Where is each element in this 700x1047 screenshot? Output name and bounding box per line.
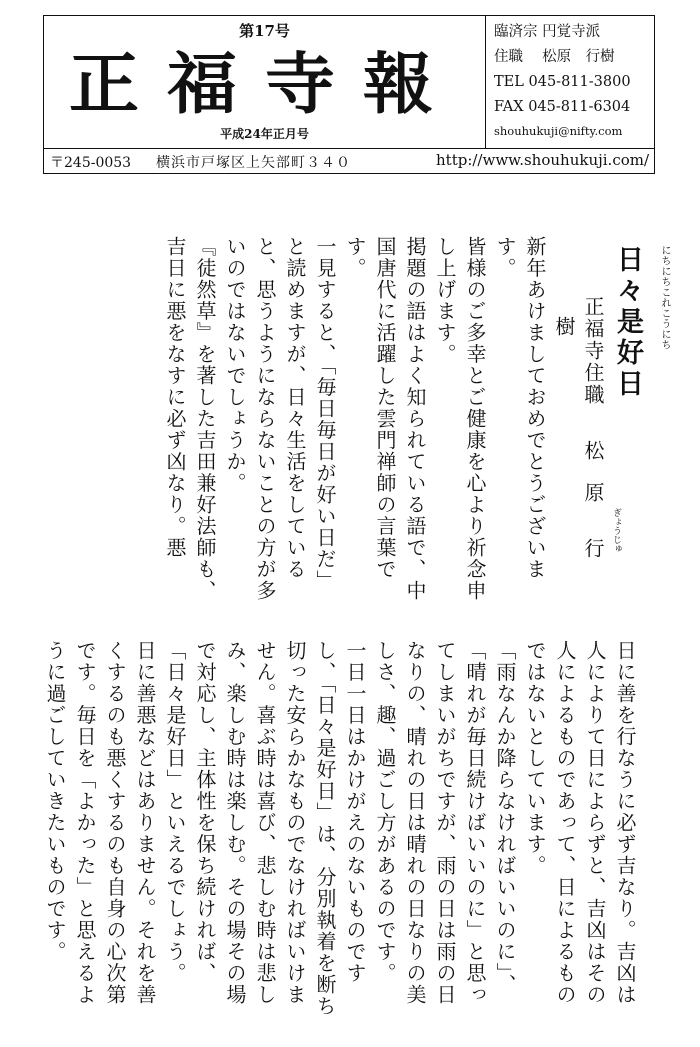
paragraph: 掲題の語はよく知られている語で、中国唐代に活躍した雲門禅師の言葉です。 [343,236,427,602]
priest-name: 住職 松原 行樹 [494,49,615,65]
paragraph: 新年あけましておめでとうございます。 [493,236,547,580]
issue-number: 第17号 [239,22,290,40]
paragraph: 日に善悪などはありません。それを善くするのも悪くするのも自身の心次第です。毎日を「よかった」と思えるように過ごしていきたいものです。 [43,640,157,1006]
telephone: TEL 045-811-3800 [494,74,631,90]
sect-name: 臨済宗 円覚寺派 [494,24,601,40]
paragraph: 一見すると、「毎日毎日が好い日だ」と読めますが、日々生活をしていると、思うようにならないことの方が多いのではないでしょうか。 [223,236,337,602]
address-bar [43,149,655,174]
edition-label: 平成24年正月号 [220,127,309,141]
author-ruby: ぎょうじゅ [611,508,621,553]
author-name-2: 原 [581,482,605,504]
article-title-ruby: にちにちこれこうにち [659,245,670,350]
author-line [550,296,608,596]
paragraph: 一日一日はかけがえのないものですし、「日々是好日」は、分別執着を断ち切った安らかなものでなければいけません。喜ぶ時は喜び、悲しむ時は悲しみ、楽しむ時は楽しむ。その場その場で対応し、主体性を保ち続ければ、「日々是好日」といえるでしょう。 [163,640,367,1017]
temple-info [494,20,654,142]
author-name-3: 行 [581,538,605,560]
article-body-lower [40,640,640,1025]
paragraph: 「雨なんか降らなければいいのに」、「晴れが毎日続けばいいのに」と思ってしまいがちですが、雨の日は雨の日なりの、晴れの日は晴れの日なりの美しさ、趣、過ごし方があるのです。 [373,640,517,1006]
author-name-4: 樹 [552,316,576,338]
email: shouhukuji@nifty.com [494,124,623,138]
article-body-upper [130,236,550,606]
website-url: http://www.shouhukuji.com/ [436,151,650,169]
fax: FAX 045-811-6304 [494,99,631,115]
newsletter-title: 正福寺報 [69,44,461,123]
masthead [43,15,655,149]
article-title: 日々是好日 [612,245,643,400]
paragraph: 日に善を行なうに必ず吉なり。吉凶は人によりて日によらずと、吉凶はその人によるものであって、日によるものではないとしています。 [523,640,637,1006]
postal-code: 〒245-0053 [50,155,132,171]
masthead-title-block [44,16,486,148]
street-address: 横浜市戸塚区上矢部町３４０ [156,155,351,171]
paragraph: 『徒然草』を著した吉田兼好法師も、吉日に悪をなすに必ず凶なり。悪 [163,236,217,602]
paragraph: 皆様のご多幸とご健康を心より祈念申し上げます。 [433,236,487,602]
author-name-1: 松 [581,440,605,462]
author-role: 正福寺住職 [581,296,605,406]
